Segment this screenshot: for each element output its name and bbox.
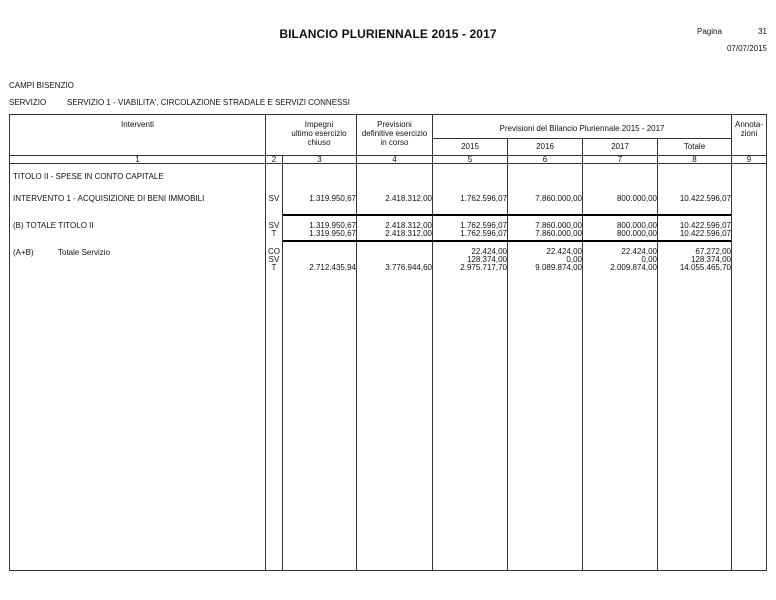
col-number: 2: [271, 155, 277, 164]
total-separator: [283, 214, 731, 216]
totale-servizio-label: Totale Servizio: [58, 248, 111, 257]
cell-2016: 7.860.000,00: [535, 194, 582, 203]
cell-impegni: 1.319.950,67 1.319.950,67: [309, 221, 356, 238]
col-sep: [731, 114, 732, 571]
totale-servizio-prefix: (A+B): [13, 248, 34, 257]
totale-titolo-label: (B) TOTALE TITOLO II: [13, 221, 94, 230]
col-number: 9: [746, 155, 752, 164]
cell-2016: 7.860.000,00 7.860.000,00: [535, 221, 582, 238]
cell-totale: 10.422.596,07 10.422.596,07: [679, 221, 731, 238]
cell-totale: 67.272,00 128.374,00 14.055.465,70: [679, 247, 731, 272]
header-previsioni: Previsioni definitive esercizio in corso: [361, 120, 428, 147]
row-code: CO SV T: [268, 247, 280, 272]
row-code: SV: [268, 194, 280, 203]
col-sep: [432, 114, 433, 571]
page-title: BILANCIO PLURIENNALE 2015 - 2017: [279, 27, 497, 41]
col-number: 5: [467, 155, 473, 164]
header-year-2017: 2017: [611, 142, 629, 151]
cell-2017: 800.000,00 800.000,00: [616, 221, 657, 238]
col-number: 7: [617, 155, 623, 164]
header-interventi: Interventi: [121, 120, 154, 129]
total-separator: [283, 240, 731, 242]
row-code: SV T: [268, 221, 280, 238]
col-number: 4: [392, 155, 397, 164]
cell-previsioni: 2.418.312,00: [385, 194, 432, 203]
col-number: 3: [317, 155, 322, 164]
header-totale: Totale: [683, 142, 706, 151]
header-impegni: Impegni ultimo esercizio chiuso: [291, 120, 347, 147]
cell-2015: 1.762.596,07: [460, 194, 507, 203]
header-annotazioni: Annota- zioni: [734, 120, 764, 138]
cell-totale: 10.422.596,07: [679, 194, 731, 203]
col-sep: [265, 114, 266, 571]
page-label: Pagina: [697, 27, 722, 36]
intervento-label: INTERVENTO 1 - ACQUISIZIONE DI BENI IMMOBILI: [13, 194, 205, 203]
table-bottom-border: [9, 570, 767, 571]
header-year-2016: 2016: [536, 142, 554, 151]
cell-2015: 22.424,00 128.374,00 2.975.717,70: [460, 247, 507, 272]
col-number: 8: [692, 155, 697, 164]
table-right-border: [766, 114, 767, 571]
cell-previsioni: 2.418.312,00 2.418.312,00: [385, 221, 432, 238]
col-sep: [282, 155, 283, 571]
cell-impegni: 1.319.950,67: [309, 194, 356, 203]
cell-2015: 1.762.596,07 1.762.596,07: [460, 221, 507, 238]
header-pluriennale: Previsioni del Bilancio Pluriennale 2015 - 2017: [499, 124, 665, 133]
cell-2016: 22.424,00 0,00 9.089.874,00: [535, 247, 582, 272]
table-top-border: [9, 114, 767, 115]
service-name: SERVIZIO 1 - VIABILITA', CIRCOLAZIONE STRADALE E SERVIZI CONNESSI: [67, 98, 350, 107]
titolo-label: TITOLO II - SPESE IN CONTO CAPITALE: [13, 172, 164, 181]
table-left-border: [9, 114, 10, 571]
cell-2017: 22.424,00 0,00 2.009.874,00: [610, 247, 657, 272]
entity-name: CAMPI BISENZIO: [9, 81, 74, 90]
cell-2017: 800.000,00: [616, 194, 657, 203]
cell-impegni: 2.712.435,94: [309, 263, 356, 272]
service-label: SERVIZIO: [9, 98, 47, 107]
col-sep: [356, 114, 357, 571]
report-date: 07/07/2015: [726, 44, 767, 53]
cell-previsioni: 3.776.944,60: [385, 263, 432, 272]
col-number: 1: [135, 155, 140, 164]
header-subline: [432, 138, 732, 139]
page-number: 31: [758, 27, 767, 36]
col-number: 6: [542, 155, 548, 164]
header-year-2015: 2015: [461, 142, 479, 151]
